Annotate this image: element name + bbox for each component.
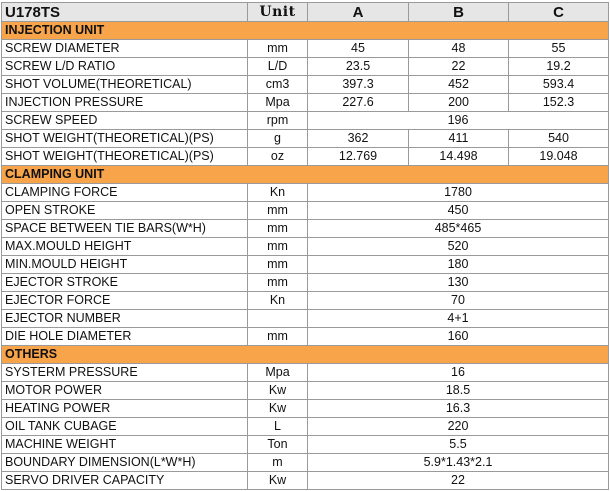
row-value: 196 bbox=[308, 112, 609, 130]
table-row bbox=[2, 256, 609, 274]
row-label: INJECTION PRESSURE bbox=[2, 94, 248, 112]
row-value-c: 540 bbox=[509, 130, 609, 148]
row-value-c: 55 bbox=[509, 40, 609, 58]
row-label: SHOT VOLUME(THEORETICAL) bbox=[2, 76, 248, 94]
row-unit: mm bbox=[248, 40, 308, 58]
row-unit: Kw bbox=[248, 400, 308, 418]
row-unit: L/D bbox=[248, 58, 308, 76]
row-value-b: 411 bbox=[409, 130, 509, 148]
row-label: MOTOR POWER bbox=[2, 382, 248, 400]
row-unit: mm bbox=[248, 256, 308, 274]
table-row bbox=[2, 220, 609, 238]
row-unit: mm bbox=[248, 238, 308, 256]
row-value: 1780 bbox=[308, 184, 609, 202]
table-row bbox=[2, 436, 609, 454]
table-row bbox=[2, 382, 609, 400]
row-unit: Mpa bbox=[248, 94, 308, 112]
row-label: SHOT WEIGHT(THEORETICAL)(PS) bbox=[2, 148, 248, 166]
row-unit: Mpa bbox=[248, 364, 308, 382]
table-row bbox=[2, 454, 609, 472]
row-value-a: 362 bbox=[308, 130, 409, 148]
row-label: OIL TANK CUBAGE bbox=[2, 418, 248, 436]
table-row bbox=[2, 40, 609, 58]
row-unit: m bbox=[248, 454, 308, 472]
row-value-c: 19.2 bbox=[509, 58, 609, 76]
spec-table-body bbox=[2, 3, 609, 490]
row-unit bbox=[248, 310, 308, 328]
row-label: MAX.MOULD HEIGHT bbox=[2, 238, 248, 256]
table-row bbox=[2, 94, 609, 112]
spec-table bbox=[1, 2, 609, 490]
table-row bbox=[2, 148, 609, 166]
table-row bbox=[2, 400, 609, 418]
row-unit: L bbox=[248, 418, 308, 436]
row-label: SCREW DIAMETER bbox=[2, 40, 248, 58]
row-unit: g bbox=[248, 130, 308, 148]
row-label: EJECTOR STROKE bbox=[2, 274, 248, 292]
row-label: SCREW SPEED bbox=[2, 112, 248, 130]
row-unit: mm bbox=[248, 220, 308, 238]
row-label: OPEN STROKE bbox=[2, 202, 248, 220]
row-value-b: 22 bbox=[409, 58, 509, 76]
table-row bbox=[2, 328, 609, 346]
row-label: DIE HOLE DIAMETER bbox=[2, 328, 248, 346]
row-value-b: 14.498 bbox=[409, 148, 509, 166]
row-value-c: 593.4 bbox=[509, 76, 609, 94]
row-unit: Ton bbox=[248, 436, 308, 454]
row-value: 5.5 bbox=[308, 436, 609, 454]
row-unit: mm bbox=[248, 274, 308, 292]
row-value: 5.9*1.43*2.1 bbox=[308, 454, 609, 472]
row-label: SPACE BETWEEN TIE BARS(W*H) bbox=[2, 220, 248, 238]
table-row bbox=[2, 292, 609, 310]
row-unit: Kn bbox=[248, 184, 308, 202]
section-header-clamping bbox=[2, 166, 609, 184]
unit-header: Unit bbox=[248, 3, 308, 22]
row-label: EJECTOR FORCE bbox=[2, 292, 248, 310]
row-label: EJECTOR NUMBER bbox=[2, 310, 248, 328]
row-unit: cm3 bbox=[248, 76, 308, 94]
row-value-c: 152.3 bbox=[509, 94, 609, 112]
table-row bbox=[2, 310, 609, 328]
row-label: SCREW L/D RATIO bbox=[2, 58, 248, 76]
row-value: 70 bbox=[308, 292, 609, 310]
table-row bbox=[2, 364, 609, 382]
row-value-a: 227.6 bbox=[308, 94, 409, 112]
column-header-c: C bbox=[509, 3, 609, 22]
table-row bbox=[2, 184, 609, 202]
row-label: MIN.MOULD HEIGHT bbox=[2, 256, 248, 274]
row-unit: Kn bbox=[248, 292, 308, 310]
table-row bbox=[2, 112, 609, 130]
row-value: 130 bbox=[308, 274, 609, 292]
row-unit: Kw bbox=[248, 472, 308, 490]
row-value: 485*465 bbox=[308, 220, 609, 238]
row-value-a: 397.3 bbox=[308, 76, 409, 94]
row-value: 220 bbox=[308, 418, 609, 436]
row-value: 18.5 bbox=[308, 382, 609, 400]
row-label: MACHINE WEIGHT bbox=[2, 436, 248, 454]
row-value-b: 452 bbox=[409, 76, 509, 94]
row-label: BOUNDARY DIMENSION(L*W*H) bbox=[2, 454, 248, 472]
column-header-a: A bbox=[308, 3, 409, 22]
table-row bbox=[2, 274, 609, 292]
row-label: SHOT WEIGHT(THEORETICAL)(PS) bbox=[2, 130, 248, 148]
row-unit: mm bbox=[248, 202, 308, 220]
table-row bbox=[2, 130, 609, 148]
row-value: 4+1 bbox=[308, 310, 609, 328]
row-label: SERVO DRIVER CAPACITY bbox=[2, 472, 248, 490]
header-row bbox=[2, 3, 609, 22]
section-header-injection bbox=[2, 22, 609, 40]
section-header-others bbox=[2, 346, 609, 364]
table-row bbox=[2, 58, 609, 76]
row-value: 450 bbox=[308, 202, 609, 220]
table-row bbox=[2, 472, 609, 490]
row-unit: Kw bbox=[248, 382, 308, 400]
row-value-b: 48 bbox=[409, 40, 509, 58]
row-value-a: 23.5 bbox=[308, 58, 409, 76]
row-label: SYSTERM PRESSURE bbox=[2, 364, 248, 382]
row-value-a: 12.769 bbox=[308, 148, 409, 166]
row-value-c: 19.048 bbox=[509, 148, 609, 166]
section-title: CLAMPING UNIT bbox=[2, 166, 609, 184]
table-row bbox=[2, 238, 609, 256]
row-label: HEATING POWER bbox=[2, 400, 248, 418]
row-value: 520 bbox=[308, 238, 609, 256]
row-value: 160 bbox=[308, 328, 609, 346]
model-name: U178TS bbox=[2, 3, 248, 22]
section-title: OTHERS bbox=[2, 346, 609, 364]
row-unit: oz bbox=[248, 148, 308, 166]
table-row bbox=[2, 418, 609, 436]
section-title: INJECTION UNIT bbox=[2, 22, 609, 40]
row-value: 16.3 bbox=[308, 400, 609, 418]
row-value: 22 bbox=[308, 472, 609, 490]
table-row bbox=[2, 76, 609, 94]
row-value-b: 200 bbox=[409, 94, 509, 112]
column-header-b: B bbox=[409, 3, 509, 22]
row-unit: rpm bbox=[248, 112, 308, 130]
row-unit: mm bbox=[248, 328, 308, 346]
row-value-a: 45 bbox=[308, 40, 409, 58]
row-label: CLAMPING FORCE bbox=[2, 184, 248, 202]
row-value: 16 bbox=[308, 364, 609, 382]
table-row bbox=[2, 202, 609, 220]
row-value: 180 bbox=[308, 256, 609, 274]
